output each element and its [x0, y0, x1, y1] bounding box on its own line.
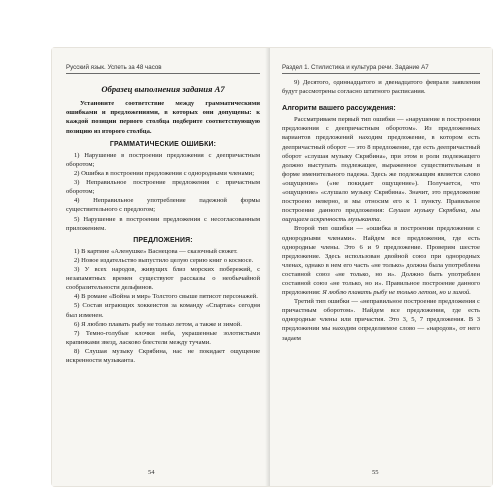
right-page-number: 55: [372, 469, 379, 476]
sentences-heading: ПРЕДЛОЖЕНИЯ:: [133, 236, 193, 244]
right-running-head: Раздел 1. Стилистика и культура речи. Задание А7: [282, 64, 429, 71]
sentence-item: 2) Новое издательство выпустило целую серию книг о космосе.: [74, 256, 254, 264]
error-item: 2) Ошибка в построении предложения с однородными членами;: [74, 170, 255, 178]
corrected-sentence: Слушая музыку Скрябина, мы ощущаем искренность музыканта.: [282, 207, 480, 224]
book-spread: [52, 48, 492, 486]
sentence-item: 5) Состав играющих хоккеистов за команду «Спартак» сегодня был изменен.: [66, 302, 260, 319]
reasoning-paragraph: Третий тип ошибки — «неправильное построение предложения с причастным оборотом». Найдем все предложения, где есть однородные члены или причастия. Это 3, 5, 7 предложения. В 3 предложении мы находим определяемое слово — «народов», от него задаем: [282, 298, 480, 342]
reasoning-paragraph: [282, 115, 480, 224]
page-title: Образец выполнения задания А7: [101, 84, 225, 94]
sentence-item: 3) У всех народов, живущих близ морских побережий, с незапамятных времен существуют рассказы о необычайной сообразительности дельфинов.: [66, 266, 260, 292]
left-page-number: 54: [148, 469, 155, 476]
reasoning-text: Второй тип ошибки — «ошибка в построении предложения с однородными членами». Найдем все предложения, где есть однородные члены. Это 6 и 9 предложение. Проверим шестое предложение. Здесь использован двойной союз при однородных членах, однако в нем его часть «не только» должна была употреблена составной союз «не только, но и». Должно быть употреблен составной союз «не только, но и». Правильное построение данного предложения:: [282, 225, 480, 297]
intro-sentence: 9) Десятого, одиннадцатого и двенадцатого февраля заявления будут рассмотрены согласно штатного расписания.: [282, 79, 480, 96]
left-page: [52, 48, 268, 486]
algorithm-heading: Алгоритм вашего рассуждения:: [282, 103, 396, 113]
error-item: 3) Неправильное построение предложения с причастным оборотом;: [66, 179, 260, 196]
sentence-item: 6) Я люблю плавать рыбу не только летом, а также и зимой.: [74, 320, 242, 328]
left-header-rule: [66, 73, 260, 74]
error-item: 5) Нарушение в построении предложения с несогласованным приложением.: [66, 215, 260, 232]
errors-heading: ГРАММАТИЧЕСКИЕ ОШИБКИ:: [109, 140, 217, 148]
left-running-head: Русский язык. Успеть за 48 часов: [66, 64, 162, 71]
task-instruction: Установите соответствие между грамматическими ошибками и предложениями, в которых они допущены: к каждой позиции первого столбца подберите соответствующую позицию из второго столбца.: [66, 100, 260, 135]
corrected-sentence: Я люблю плавать рыбу не только летом, но и зимой.: [322, 289, 471, 297]
sentence-item: 7) Темно-голубые клочки неба, украшенные золотистыми крапинками звезд, ласково блестели между тучами.: [66, 329, 260, 346]
right-page: [270, 48, 492, 486]
error-item: 4) Неправильное употребление падежной формы существительного с предлогом;: [66, 197, 260, 214]
left-page-content: [66, 78, 260, 365]
reasoning-paragraph: [282, 224, 480, 297]
error-item: 1) Нарушение в построении предложения с деепричастным оборотом;: [66, 151, 260, 168]
sentence-item: 8) Слушая музыку Скрябина, нас не покидает ощущение искренности музыканта.: [66, 347, 260, 364]
right-page-content: [282, 78, 480, 343]
sentence-item: 4) В романе «Война и мир» Толстого свыше пятисот персонажей.: [74, 293, 258, 301]
right-header-rule: [282, 73, 480, 74]
reasoning-text: Рассматриваем первый тип ошибки — «нарушение в построении предложения с деепричастным оборотом». Из предложенных вариантов предложений находим предложение, в котором есть деепричастный оборот — это 8 предложение, где есть деепричастный оборот «слушая музыку Скрябина», при этом в роли подлежащего должно выступать подлежащее, выраженное существительным в форме именительного падежа. Здесь же подлежащим является слово «ощущение» («не покидает ощущение»). Получается, что «ощущение» «слушало музыку Скрябина». Значит, это предложение построено неверно, и мы относим его к 1 пункту. Правильное построение данного предложения:: [282, 116, 480, 215]
sentence-item: 1) В картине «Аленушке» Васнецова — сказочный сюжет.: [74, 247, 238, 255]
